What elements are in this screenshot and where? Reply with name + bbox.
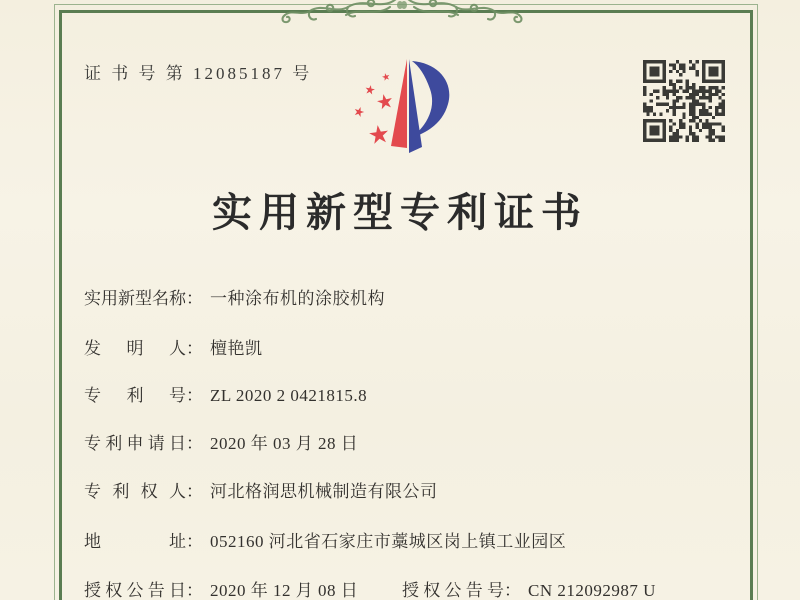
field-value: 2020 年 12 月 08 日 [210,581,359,600]
field-label: 专利申请日 [84,434,186,453]
flourish-ornament-icon [278,0,526,25]
field-value: CN 212092987 U [528,581,656,600]
field-colon: ： [186,532,203,551]
field-label: 授权公告日 [84,581,186,600]
field-colon: ： [186,339,203,358]
field-label: 实用新型名称 [84,289,186,308]
field-row-grant-number [402,576,656,600]
field-colon: ： [186,581,203,600]
field-colon: ： [186,434,203,453]
field-colon: ： [504,581,521,600]
field-colon: ： [186,386,203,405]
field-label: 专利号 [84,386,186,405]
field-value: 052160 河北省石家庄市藁城区岗上镇工业园区 [210,532,567,551]
field-value: 2020 年 03 月 28 日 [210,434,359,453]
field-row-address [84,527,566,552]
field-row-utility-model-name [84,284,385,309]
field-row-filing-date [84,429,358,454]
field-label: 地址 [84,532,186,551]
field-colon: ： [186,289,203,308]
field-value: 檀艳凯 [210,339,263,358]
field-colon: ： [186,482,203,501]
field-value: 一种涂布机的涂胶机构 [210,289,385,308]
field-row-grant-date [84,576,656,600]
page-title: 实用新型专利证书 [212,190,588,235]
field-value: 河北格润思机械制造有限公司 [210,482,438,501]
field-row-inventor [84,334,263,359]
field-label: 授权公告号 [402,581,504,600]
field-value: ZL 2020 2 0421815.8 [210,386,368,405]
field-row-patent-number [84,381,367,406]
qr-code [643,60,725,142]
cnipa-logo-icon [345,56,460,168]
field-label: 专利权人 [84,482,186,501]
certificate-number: 证 书 号 第 12085187 号 [84,64,313,83]
field-label: 发明人 [84,339,186,358]
field-row-patentee [84,477,438,502]
